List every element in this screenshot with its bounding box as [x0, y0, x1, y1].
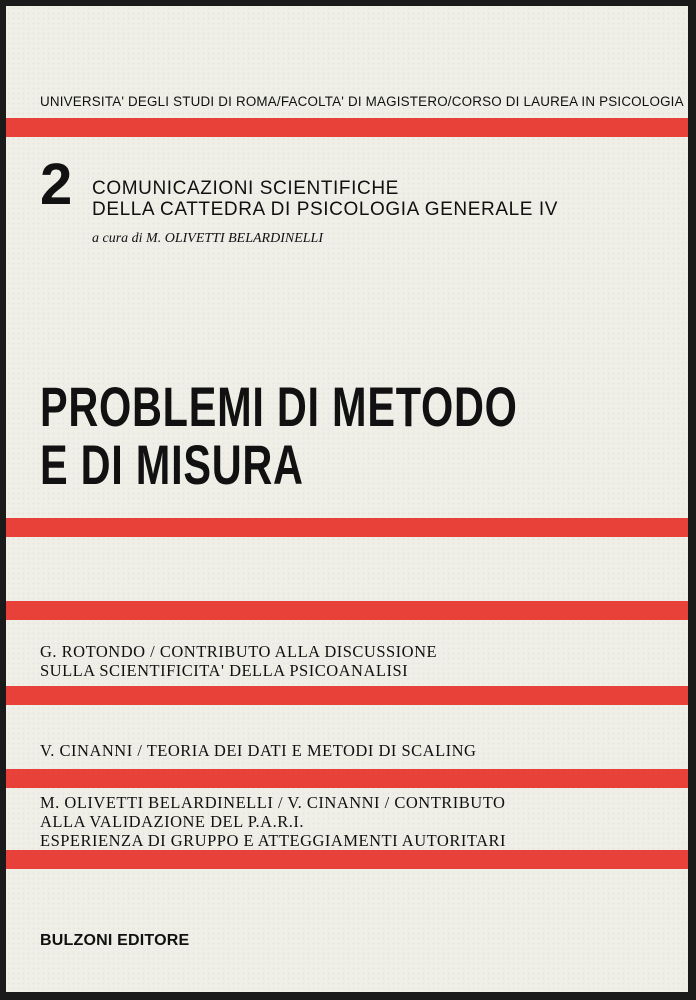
red-stripe	[6, 518, 688, 537]
series-title	[92, 178, 558, 220]
series-number: 2	[40, 152, 73, 217]
contribution-rotondo	[40, 642, 437, 680]
contribution-line: G. ROTONDO / CONTRIBUTO ALLA DISCUSSIONE	[40, 642, 438, 661]
red-stripe	[6, 118, 688, 137]
contribution-line: ESPERIENZA DI GRUPPO E ATTEGGIAMENTI AUTORITARI	[40, 831, 506, 850]
red-stripe	[6, 601, 688, 620]
series-editor: a cura di M. OLIVETTI BELARDINELLI	[92, 231, 323, 246]
contribution-cinanni	[40, 741, 476, 760]
contribution-line: SULLA SCIENTIFICITA' DELLA PSICOANALISI	[40, 661, 409, 680]
publisher-name: BULZONI EDITORE	[40, 932, 190, 949]
institution-header: UNIVERSITA' DEGLI STUDI DI ROMA/FACOLTA' DI MAGISTERO/CORSO DI LAUREA IN PSICOLOGIA	[40, 94, 684, 109]
contribution-olivetti-cinanni	[40, 793, 506, 850]
red-stripe	[6, 769, 688, 788]
red-stripe	[6, 850, 688, 869]
book-cover	[6, 6, 688, 992]
contribution-line: M. OLIVETTI BELARDINELLI / V. CINANNI / CONTRIBUTO	[40, 793, 506, 812]
book-title	[40, 375, 518, 496]
series-title-line: COMUNICAZIONI SCIENTIFICHE	[92, 178, 399, 199]
book-title-line: PROBLEMI DI METODO	[40, 375, 518, 438]
series-title-line: DELLA CATTEDRA DI PSICOLOGIA GENERALE IV	[92, 199, 559, 220]
red-stripe	[6, 686, 688, 705]
contribution-line: V. CINANNI / TEORIA DEI DATI E METODI DI SCALING	[40, 741, 477, 760]
contribution-line: ALLA VALIDAZIONE DEL P.A.R.I.	[40, 812, 304, 831]
book-title-line: E DI MISURA	[40, 433, 304, 496]
